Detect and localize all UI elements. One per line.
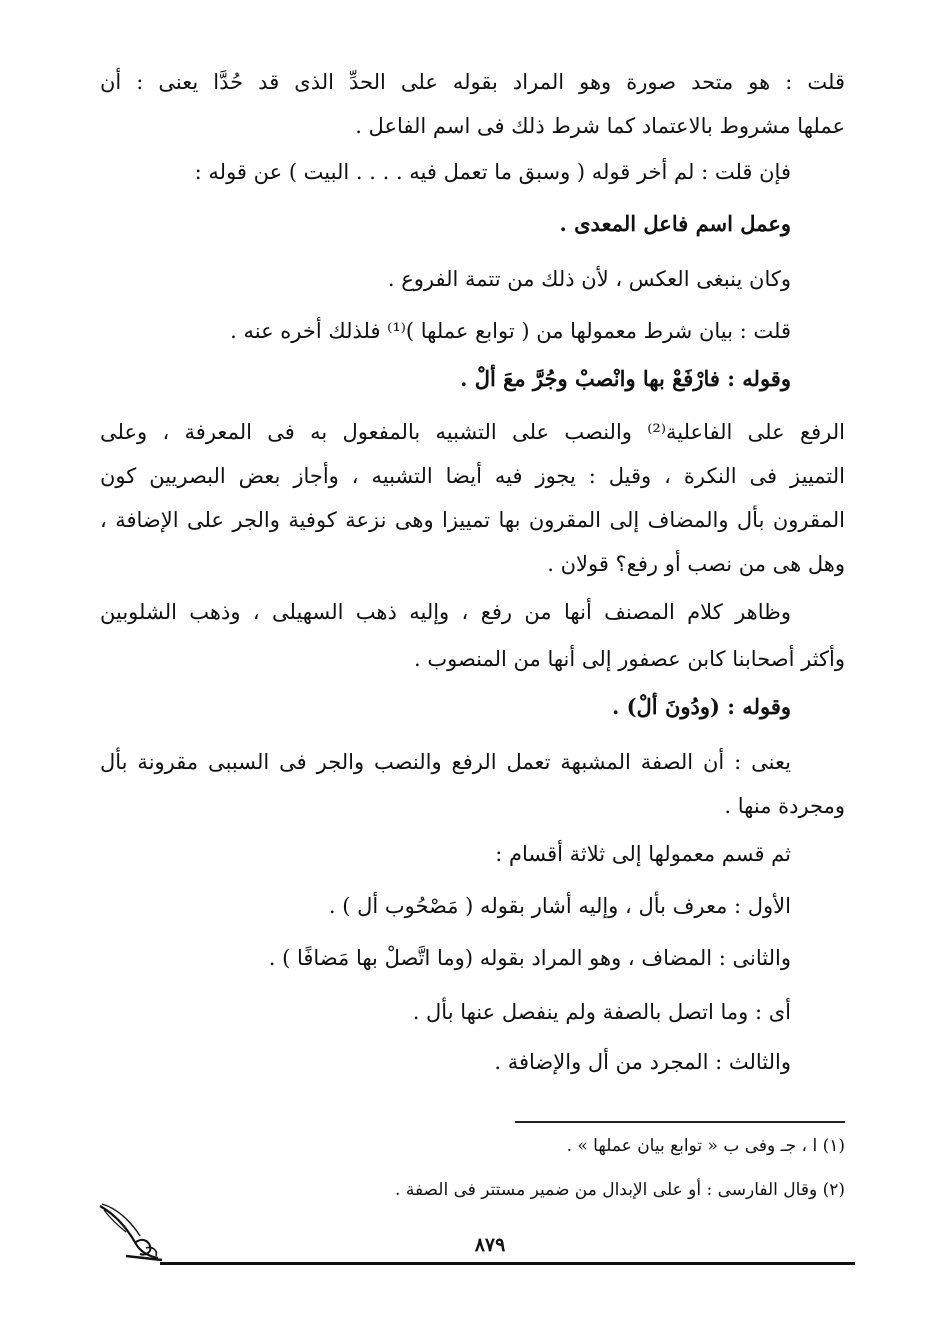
text-line-9: التمييز فى النكرة ، وقيل : يجوز فيه أيضا التشبيه ، وأجاز بعض البصريين كون: [100, 464, 845, 488]
text-line-1: قلت : هو متحد صورة وهو المراد بقوله على الحدِّ الذى قد حُدَّا يعنى : أن: [100, 70, 845, 94]
text-line-11: وهل هى من نصب أو رفع؟ قولان .: [547, 552, 845, 576]
text-line-19: والثانى : المضاف ، وهو المراد بقوله (وما اتَّصلْ بها مَضافًا ) .: [268, 946, 791, 970]
footnote-1: (١) ا ، جـ وفى ب « توابع بيان عملها » .: [566, 1136, 845, 1156]
text-line-8: الرفع على الفاعلية⁽²⁾ والنصب على التشبيه بالمفعول به فى المعرفة ، وعلى: [100, 420, 845, 444]
bottom-rule: [160, 1262, 855, 1265]
text-line-18: الأول : معرف بأل ، وإليه أشار بقوله ( مَصْحُوب أل ) .: [328, 894, 791, 918]
footnote-2: (٢) وقال الفارسى : أو على الإبدال من ضمير مستتر فى الصفة .: [395, 1180, 845, 1200]
text-line-15: يعنى : أن الصفة المشبهة تعمل الرفع والنصب والجر فى السببى مقرونة بأل: [100, 750, 791, 774]
text-line-3: فإن قلت : لم أخر قوله ( وسبق ما تعمل فيه . . . . البيت ) عن قوله :: [194, 160, 791, 184]
text-line-2: عملها مشروط بالاعتماد كما شرط ذلك فى اسم الفاعل .: [355, 114, 845, 138]
page-number: ٨٧٩: [474, 1234, 506, 1256]
verse-line-3: وقوله : (ودُونَ ألْ) .: [611, 694, 791, 719]
text-line-12: وظاهر كلام المصنف أنها من رفع ، وإليه ذهب السهيلى ، وذهب الشلوبين: [100, 600, 791, 624]
verse-line-1: وعمل اسم فاعل المعدى .: [559, 211, 791, 236]
verse-line-2: وقوله : فارْفَعْ بها وانْصبْ وجُرَّ معَ ألْ .: [460, 366, 791, 391]
quill-pen-icon: [96, 1196, 168, 1268]
text-line-5: وكان ينبغى العكس ، لأن ذلك من تتمة الفروع .: [387, 267, 791, 291]
text-line-16: ومجردة منها .: [724, 794, 845, 818]
text-line-6: قلت : بيان شرط معمولها من ( توابع عملها )⁽¹⁾ فلذلك أخره عنه .: [230, 319, 791, 343]
text-line-10: المقرون بأل والمضاف إلى المقرون بها تمييزا وهى نزعة كوفية والجر على الإضافة ،: [100, 508, 845, 532]
text-line-20: أى : وما اتصل بالصفة ولم ينفصل عنها بأل .: [412, 1000, 791, 1024]
text-line-21: والثالث : المجرد من أل والإضافة .: [494, 1050, 791, 1074]
footnote-separator: [515, 1121, 845, 1123]
text-line-17: ثم قسم معمولها إلى ثلاثة أقسام :: [495, 842, 791, 866]
text-line-13: وأكثر أصحابنا كابن عصفور إلى أنها من المنصوب .: [413, 647, 845, 671]
